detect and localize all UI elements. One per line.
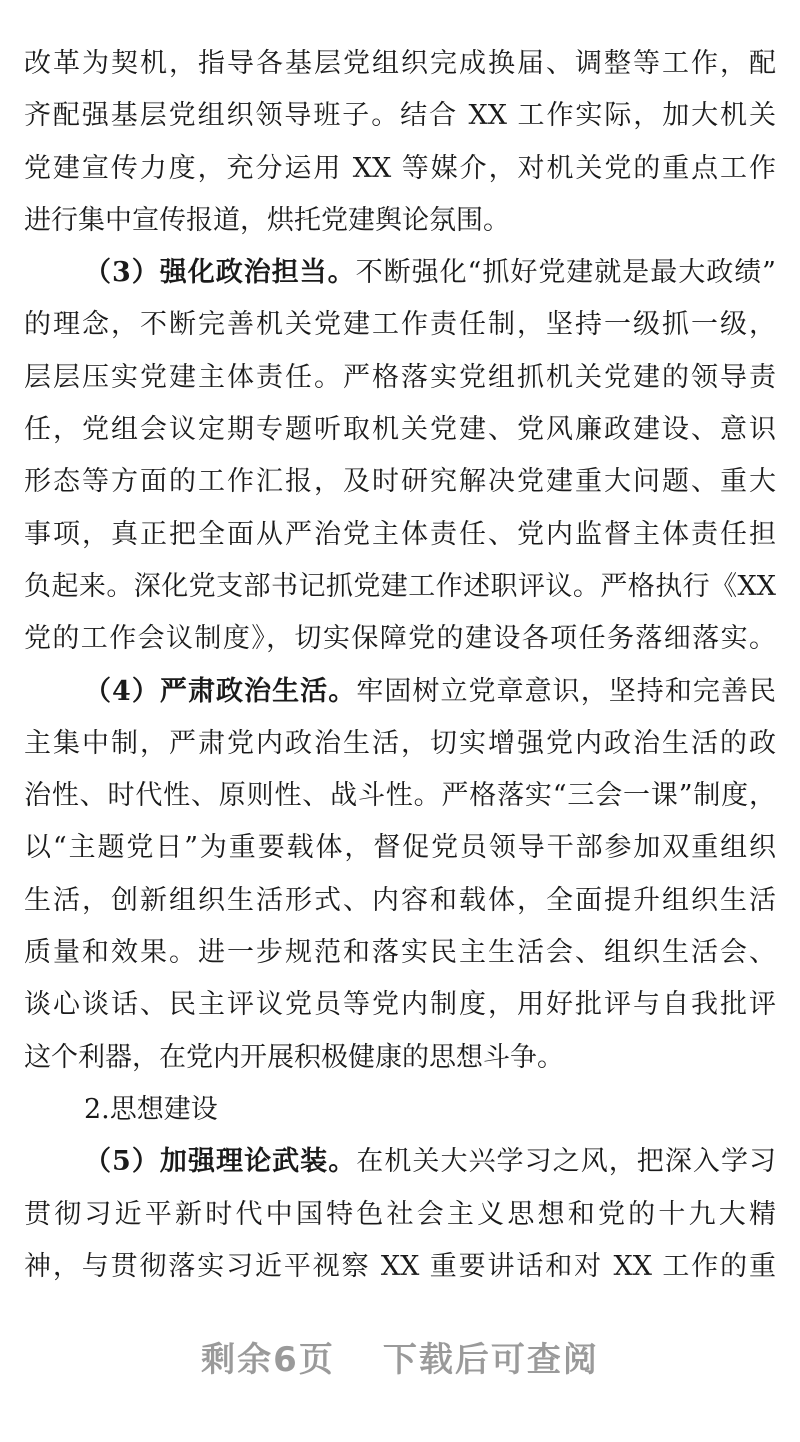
paragraph-line: 任，党组会议定期专题听取机关党建、党风廉政建设、意识: [24, 414, 776, 446]
paragraph-line: 质量和效果。进一步规范和落实民主生活会、组织生活会、: [24, 937, 776, 969]
paragraph-4-first-line: [24, 666, 776, 718]
paragraph-line: 进行集中宣传报道，烘托党建舆论氛围。: [24, 204, 510, 236]
paragraph-5-lead: 在机关大兴学习之风，把深入学习: [356, 1146, 776, 1178]
download-prompt[interactable]: [0, 1332, 800, 1381]
paragraph-4-heading: （4）严肃政治生活。: [84, 675, 357, 707]
section-heading: 2.思想建设: [84, 1093, 218, 1125]
paragraph-line: 神，与贯彻落实习近平视察 XX 重要讲话和对 XX 工作的重: [24, 1250, 776, 1282]
paragraph-line: 谈心谈话、民主评议党员等党内制度，用好批评与自我批评: [24, 989, 776, 1021]
paragraph-3-heading: （3）强化政治担当。: [84, 257, 356, 289]
paragraph-line: 层层压实党建主体责任。严格落实党组抓机关党建的领导责: [24, 361, 776, 393]
remaining-pages-label: 剩余6页: [201, 1340, 335, 1380]
paragraph-5-heading: （5）加强理论武装。: [84, 1146, 357, 1178]
paragraph-4-lead: 牢固树立党章意识，坚持和完善民: [356, 675, 776, 707]
paragraph-line: 齐配强基层党组织领导班子。结合 XX 工作实际，加大机关: [24, 100, 776, 132]
paragraph-line: 党建宣传力度，充分运用 XX 等媒介，对机关党的重点工作: [24, 152, 776, 184]
paragraph-line: 主集中制，严肃党内政治生活，切实增强党内政治生活的政: [24, 727, 776, 759]
paragraph-line: 生活，创新组织生活形式、内容和载体，全面提升组织生活: [24, 884, 776, 916]
paragraph-line: 改革为契机，指导各基层党组织完成换届、调整等工作，配: [24, 48, 776, 79]
paragraph-line: 的理念，不断完善机关党建工作责任制，坚持一级抓一级，: [24, 309, 776, 341]
paragraph-line: 事项，真正把全面从严治党主体责任、党内监督主体责任担: [24, 518, 776, 550]
paragraph-line: 这个利器，在党内开展积极健康的思想斗争。: [24, 1041, 564, 1073]
document-body: [24, 38, 776, 1293]
paragraph-line: 以“主题党日”为重要载体，督促党员领导干部参加双重组织: [24, 832, 776, 864]
paragraph-line: 治性、时代性、原则性、战斗性。严格落实“三会一课”制度，: [24, 780, 776, 812]
paragraph-5-first-line: [24, 1136, 776, 1188]
paragraph-line: 贯彻习近平新时代中国特色社会主义思想和党的十九大精: [24, 1198, 776, 1230]
paragraph-line: 负起来。深化党支部书记抓党建工作述职评议。严格执行《XX: [24, 570, 776, 602]
paragraph-line: 党的工作会议制度》，切实保障党的建设各项任务落细落实。: [24, 623, 776, 655]
download-to-read-label: 下载后可查阅: [382, 1340, 599, 1380]
paragraph-3-first-line: [24, 247, 776, 299]
paragraph-3-lead: 不断强化“抓好党建就是最大政绩”: [355, 257, 776, 289]
paragraph-line: 形态等方面的工作汇报，及时研究解决党建重大问题、重大: [24, 466, 776, 498]
